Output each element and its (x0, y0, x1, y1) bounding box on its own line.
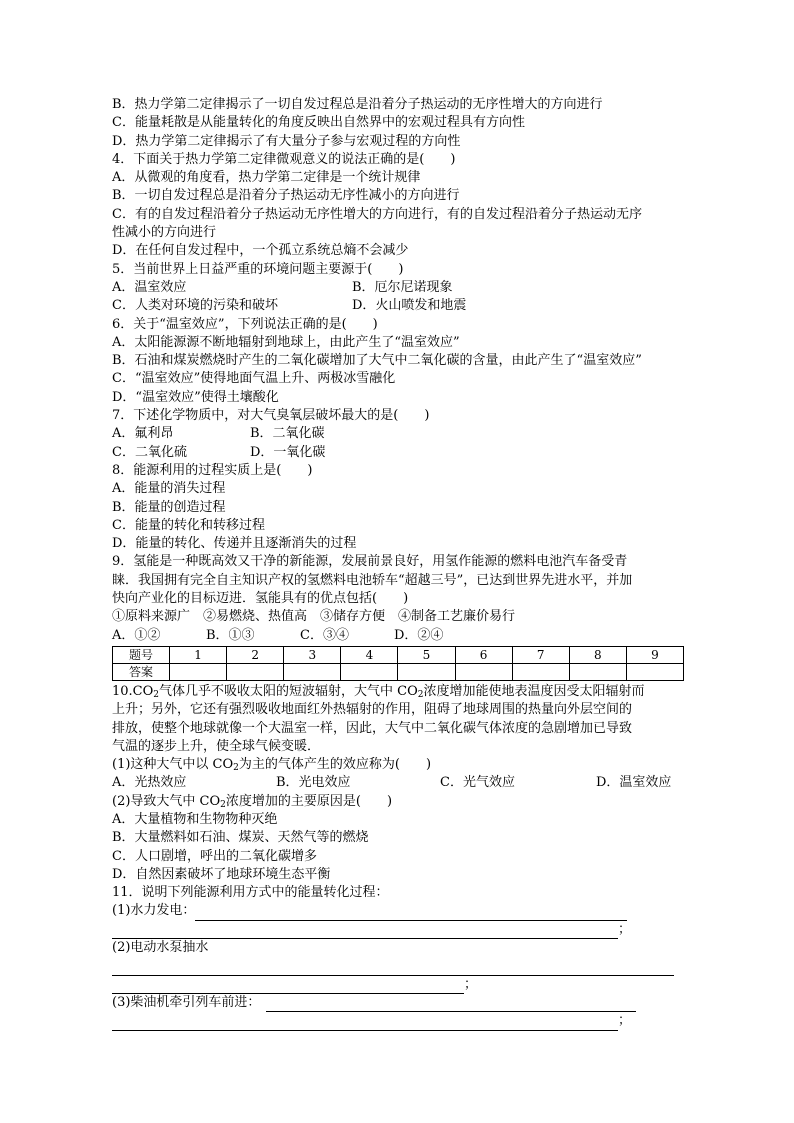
q8-line: D．能量的转化、传递并且逐渐消失的过程 (112, 536, 357, 552)
q6-q7-line: A．太阳能源源不断地辐射到地球上，由此产生了“温室效应” (112, 334, 460, 350)
q7-option-c[interactable]: C．二氧化硫 (112, 444, 187, 460)
q8-section (112, 462, 692, 553)
q10-text: (1)这种大气中以 CO (112, 757, 234, 773)
q11-item-3-row (112, 994, 692, 1012)
q10-text: 10.CO (112, 683, 154, 699)
q10-text: (2)导致大气中 CO (112, 793, 221, 809)
question-number-label: 题号 (113, 646, 170, 663)
q9-option-b[interactable]: B．①③ (206, 627, 255, 643)
q11-item-1-blank-2[interactable] (112, 925, 618, 939)
q10-sub2-option-b[interactable]: B．大量燃料如石油、煤炭、天然气等的燃烧 (112, 830, 369, 846)
q10-line-3: 排放，使整个地球就像一个大温室一样，因此，大气中二氧化碳气体浓度的急剧增加已导致 (112, 720, 633, 736)
q11-title: 11．说明下列能源利用方式中的能量转化过程： (112, 885, 389, 901)
question-number-cell: 3 (284, 646, 341, 663)
q8-line: C．能量的转化和转移过程 (112, 517, 265, 533)
q11-item-3-blank-2[interactable] (112, 1017, 618, 1031)
q10-line-4: 气温的逐步上升，使全球气候变暖． (112, 738, 321, 754)
q11-item-2-row-2 (112, 976, 692, 994)
q10-sub2-option-c[interactable]: C．人口剧增，呼出的二氧化碳增多 (112, 848, 317, 864)
q9-option-c[interactable]: C．③④ (300, 627, 349, 643)
q10-line-2: 上升；另外，它还有强烈吸收地面红外热辐射的作用，阻碍了地球周围的热量向外层空间的 (112, 702, 633, 718)
q3-q5-line: B．一切自发过程总是沿着分子热运动无序性减小的方向进行 (112, 188, 460, 204)
q10-sub1-option-c[interactable]: C．光气效应 (440, 775, 515, 791)
q11-item-1-row-2 (112, 921, 692, 939)
q7-option-d[interactable]: D．一氧化碳 (250, 444, 326, 460)
answer-cell[interactable] (227, 663, 284, 680)
question-number-cell: 5 (398, 646, 455, 663)
q11-item-2-blank-2[interactable] (112, 980, 464, 994)
question-number-cell: 1 (170, 646, 227, 663)
q10-sub1-options (112, 774, 692, 792)
answer-cell[interactable] (455, 663, 512, 680)
q10-sub2-option-d[interactable]: D．自然因素破坏了地球环境生态平衡 (112, 866, 331, 882)
q11-item-2-blank[interactable] (112, 962, 674, 976)
q11-item-3-row-2 (112, 1012, 692, 1030)
q11-item-2-label: (2)电动水泵抽水 (112, 940, 209, 956)
q10-sub2-option-a[interactable]: A．大量植物和生物物种灭绝 (112, 811, 278, 827)
q9-line-2: 睐．我国拥有完全自主知识产权的氢燃料电池轿车“超越三号”，已达到世界先进水平，并加 (112, 572, 633, 588)
answer-cell[interactable] (170, 663, 227, 680)
q11-end-mark: ； (618, 1013, 632, 1029)
q3-q5-line: D．热力学第二定律揭示了有大量分子参与宏观过程的方向性 (112, 133, 461, 149)
q6-q7-line: B．石油和煤炭燃烧时产生的二氧化碳增加了大气中二氧化碳的含量，由此产生了“温室效应” (112, 353, 642, 369)
question-number-cell: 6 (455, 646, 512, 663)
question-number-cell: 8 (569, 646, 626, 663)
q9-stem (112, 553, 692, 626)
q3-q5-line: D．在任何自发过程中，一个孤立系统总熵不会减少 (112, 243, 409, 259)
q10-text: 浓度增加能使地表温度因受太阳辐射而 (423, 683, 645, 699)
q3-q5-line: 性减小的方向进行 (112, 225, 217, 241)
q7-options-row-1 (112, 425, 692, 443)
q9-line-3: 快向产业化的目标迈进．氢能具有的优点包括( ) (112, 591, 409, 607)
q5-options-row-2 (112, 297, 692, 315)
q5-option-d[interactable]: D．火山喷发和地震 (352, 298, 467, 314)
q5-option-b[interactable]: B．厄尔尼诺现象 (352, 279, 453, 295)
q3-q5-line: B．热力学第二定律揭示了一切自发过程总是沿着分子热运动的无序性增大的方向进行 (112, 97, 603, 112)
answer-cell[interactable] (512, 663, 569, 680)
question-number-cell: 7 (512, 646, 569, 663)
q3-q5-line: A．从微观的角度看，热力学第二定律是一个统计规律 (112, 170, 421, 186)
q11-item-1-label: (1)水力发电： (112, 903, 196, 919)
subscript: 2 (220, 799, 226, 810)
q9-option-a[interactable]: A．①② (112, 627, 161, 643)
q7-option-a[interactable]: A．氟利昂 (112, 426, 174, 442)
q10-sub1-option-a[interactable]: A．光热效应 (112, 775, 187, 791)
q10-sub2-prompt (112, 793, 692, 811)
answer-cell[interactable] (626, 663, 683, 680)
q11-end-mark: ； (618, 921, 632, 937)
question-number-cell: 4 (341, 646, 398, 663)
question-number-cell: 2 (227, 646, 284, 663)
q10-sub1-prompt (112, 756, 692, 774)
q5-options-row-1 (112, 279, 692, 297)
q10-line-1 (112, 683, 692, 701)
answer-cell[interactable] (569, 663, 626, 680)
q11-item-1-blank[interactable] (195, 907, 627, 921)
question-content (112, 96, 692, 1031)
q6-q7-line: 7．下述化学物质中，对大气臭氧层破坏最大的是( ) (112, 408, 430, 424)
answer-cell[interactable] (398, 663, 455, 680)
q6-q7-section (112, 316, 692, 426)
q7-options-row-2 (112, 444, 692, 462)
q9-options (112, 627, 692, 645)
q6-q7-line: C．“温室效应”使得地面气温上升、两极冰雪融化 (112, 371, 396, 387)
q9-option-d[interactable]: D．②④ (394, 627, 444, 643)
q6-q7-line: D．“温室效应”使得土壤酸化 (112, 389, 279, 405)
q6-q7-line: 6．关于“温室效应”，下列说法正确的是( ) (112, 316, 378, 332)
q3-q5-line: 4．下面关于热力学第二定律微观意义的说法正确的是( ) (112, 151, 456, 167)
q10-sub1-option-d[interactable]: D．温室效应 (596, 775, 672, 791)
q8-line: A．能量的消失过程 (112, 481, 226, 497)
q8-line: 8．能源利用的过程实质上是( ) (112, 462, 313, 478)
answer-label: 答案 (113, 663, 170, 680)
q11-end-mark: ； (464, 976, 478, 992)
q11-item-2-row (112, 957, 692, 975)
q3-q5-line: C．有的自发过程沿着分子热运动无序性增大的方向进行，有的自发过程沿着分子热运动无序 (112, 206, 642, 222)
q10-text: 浓度增加的主要原因是( ) (225, 793, 393, 809)
q11-item-3-blank[interactable] (266, 998, 636, 1012)
q10-text: 为主的气体产生的效应称为( ) (238, 757, 432, 773)
q3-q5-line: 5．当前世界上日益严重的环境问题主要源于( ) (112, 261, 404, 277)
q10-stem (112, 683, 692, 774)
subscript: 2 (233, 763, 239, 774)
q11-item-1-row (112, 902, 692, 920)
q11-item-3-label: (3)柴油机牵引列车前进： (112, 994, 261, 1010)
q7-option-b[interactable]: B．二氧化碳 (250, 426, 325, 442)
q10-text: 气体几乎不吸收太阳的短波辐射，大气中 CO (159, 683, 418, 699)
q9-line-1: 9．氢能是一种既高效又干净的新能源，发展前景良好，用氢作能源的燃料电池汽车备受青 (112, 554, 628, 570)
subscript: 2 (417, 689, 424, 700)
q3-q5-section (112, 96, 692, 279)
answer-table-header-row (113, 646, 684, 663)
q5-option-c[interactable]: C．人类对环境的污染和破坏 (112, 298, 278, 314)
question-number-cell: 9 (626, 646, 683, 663)
subscript: 2 (153, 689, 160, 700)
q5-option-a[interactable]: A．温室效应 (112, 279, 187, 295)
q10-sub1-option-b[interactable]: B．光电效应 (276, 775, 351, 791)
answer-cell[interactable] (284, 663, 341, 680)
q8-line: B．能量的创造过程 (112, 499, 226, 515)
q3-q5-line: C．能量耗散是从能量转化的角度反映出自然界中的宏观过程具有方向性 (112, 115, 525, 131)
q9-items: ①原料来源广 ②易燃烧、热值高 ③储存方便 ④制备工艺廉价易行 (112, 609, 516, 625)
answer-cell[interactable] (341, 663, 398, 680)
answer-table-answer-row (113, 663, 684, 680)
answer-table (112, 646, 684, 681)
